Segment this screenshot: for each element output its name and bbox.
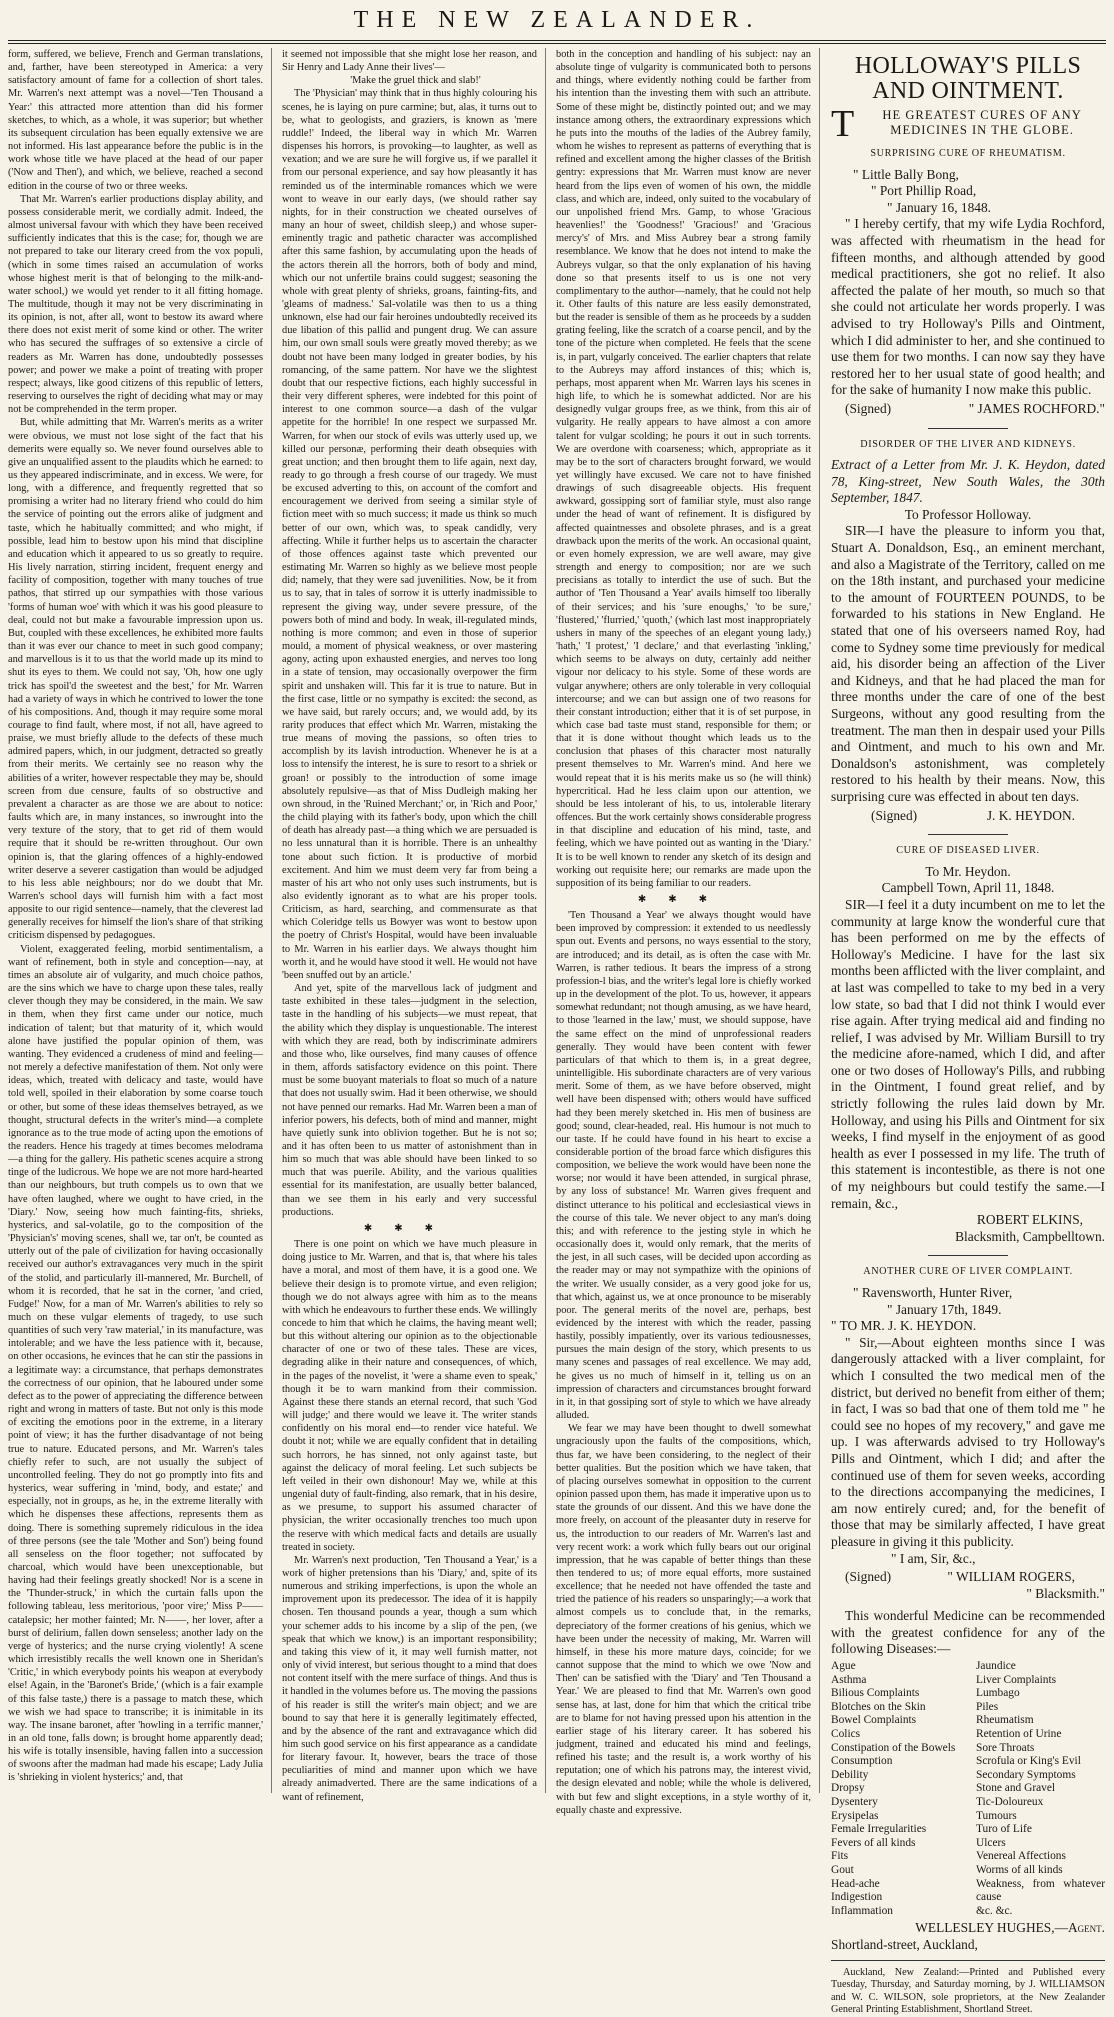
masthead-title: THE NEW ZEALANDER.: [353, 7, 761, 33]
testimonial-body: SIR—I have the pleasure to inform you that, Stuart A. Donaldson, Esq., an eminent merchant, and also a Magistrate of the Territory, called on me on the 18th instant, and purchased your medicine to the amount of FOURTEEN POUNDS, to be forwarded to his stations in New England. He stated that one of his overseers named Roy, had come to Sydney some time previously for medical aid, his disorder being an affection of the Liver and Kidneys, and that he had placed the man for three months under the care of one of the best Surgeons, without any good resulting from the treatment. The man then in despair used your Pills and Ointment, and much to his own and Mr. Donaldson's astonishment, was completely restored to his health by their means. Now, this surprising cure was effected in about ten days.: [831, 523, 1105, 804]
testimonial-body: " I hereby certify, that my wife Lydia Rochford, was affected with rheumatism in the head for fifteen months, and although attended by good medical practitioners, she got no relief. It also affected the palate of her mouth, so much so that she could not articulate her words properly. I was advised to try Holloway's Pills and Ointment, which I did administer to her, and she continued to use them for two months. I can now say they have restored her to her usual state of good health; and for the sake of humanity I now make this public.: [831, 216, 1105, 398]
testimonial-heading: DISORDER OF THE LIVER AND KIDNEYS.: [860, 438, 1076, 450]
ad-subtitle-text: HE GREATEST CURES OF ANY MEDICINES IN THE GLOBE.: [882, 108, 1082, 137]
testimonial-signature: [831, 401, 1105, 418]
signer-name: J. K. HEYDON.: [986, 807, 1075, 823]
recommendation-text: This wonderful Medicine can be recommended with the greatest confidence for any of the following Diseases:—: [831, 1608, 1105, 1657]
testimonial-signature: [831, 808, 1105, 825]
agent-address: Shortland-street, Auckland,: [831, 1936, 978, 1952]
signed-label: (Signed): [871, 807, 918, 823]
disease-item: Secondary Symptoms: [976, 1768, 1076, 1781]
disease-item: Fevers of all kinds: [831, 1836, 916, 1849]
testimonial-heading: ANOTHER CURE OF LIVER COMPLAINT.: [863, 1266, 1073, 1278]
signer-name: " WILLIAM ROGERS,: [947, 1569, 1075, 1585]
article-paragraph: both in the conception and handling of his subject: nay an absolute tinge of vulgarity is communicated both to persons and things, where evidently nothing could be farther from his intention than the investing them with such an attribute. Some of these might be, distinctly pointed out; and we may instance among others, the extraordinary expressions which he puts into the mouths of the ladies of the Aubrey family, whom he wishes to represent as patterns of everything that is refined and excellent among the higher classes of the British gentry: expressions that Mr. Warren must know are never heard from the lips even of women of his own, the middle class, and which are, indeed, only suited to the vocabulary of our unpolished friend Mrs. Gamp, to whose 'Gracious heavenlies!' the 'Goodness!' 'Gracious!' and 'Gracious mercy's' of Mrs. and Miss Aubrey bear a strong family resemblance. We know that he does not intend to make the Aubreys vulgar, so that the only explanation of his having done so that presents itself to us is one not very complimentary to the author—namely, that he could not help it. Other faults of this nature are less easily demonstrated, but the reader is sensible of them as he proceeds by a sudden grating feeling, like the scratch of a coarse pencil, and by the tone of the picture when completed. He feels that the scene is, in part, vulgarly conceived. The earlier chapters that relate to the Aubreys may afford instances of this; which is, perhaps, most apparent when Mr. Warren lays his scenes in high life, to which he is somewhat addicted. Nor are his designedly vulgar groups free, as we think, from this air of vulgarity. He really appears to have almost a con amore talent for vulgar scolding; he pours it out in such torrents. We are overdone with coarseness; which, appropriate as it may be to the sort of characters brought forward, we would yet willingly have excused. We care not to have finished drawings of such disagreeable objects. His frequent awkward, gossipping sort of familiar style, must also range under the head of want of refinement. It is disfigured by affected quaintnesses and obsolete phrases, and is a great drawback upon the merits of the work. An occasional quaint, or even homely expression, we are well aware, may give strength and energy to composition; nor are we such precisians as totally to interdict the use of such. But the author of 'Ten Thousand a Year' avails himself too liberally of their services; and his 'sure enoughs,' 'to be sure,' 'flustered,' 'flurried,' 'quoth,' (which last most inappropriately ushers in many of the speeches of an elegant young lady,) 'hath,' 'I protest,' 'I declare,' and that everlasting 'inkling,' which seems to be always on duty, certainly add neither vigour nor delicacy to his style. Some of these words are vulgar anywhere; others are only tolerable in very colloquial intercourse; and we can but assign one of two reasons for their constant introduction; either that it is of set purpose, in which case bad taste must stand, responsible for them; or that it is done without thought which leads us to the conclusion that phases of this character most naturally present themselves to Mr. Warren's mind. And here we would repeat that it is his merits make us so (he will think) hypercritical. Had he less claim upon our attention, we should be less intolerant of his, to us, intolerable literary offences. But the work certainly shows considerable progress in that discipline and education of his mind, taste, and feeling, which we have pointed out as wanting in the 'Diary.' It is to be well known to render any sketch of its design and working out requisite here; our remarks are made upon the supposition of its being familiar to our readers.: [556, 49, 811, 889]
testimonial-recipient: " TO MR. J. K. HEYDON.: [831, 1318, 977, 1334]
disease-item: Jaundice: [976, 1660, 1016, 1673]
disease-item: Bilious Complaints: [831, 1687, 920, 1700]
signer-trade: " Blacksmith.": [1026, 1585, 1105, 1601]
testimonial-body: SIR—I feel it a duty incumbent on me to let the community at large know the wonderful cure that has been performed on me by the effects of Holloway's Medicine. I have for the last six months been afflicted with the liver complaint, and at last was compelled to take to my bed in a very low state, so bad that I did not think I would ever rise again. After trying medical aid and finding no relief, I was advised by Mr. William Bursill to try the medicine afore-named, which I did, and after one or two doses of Holloway's Pills, and rubbing in the Ointment, I found great relief, and by strictly following the rules laid down by Mr. Holloway, and using his Pills and Ointment for six weeks, I find myself in the enjoyment of as good health as ever I possessed in my life. The truth of this statement is incontestible, as there is not one of my neighbours but could testify the same.—I remain, &c.,: [831, 896, 1105, 1211]
testimonial-heading: SURPRISING CURE OF RHEUMATISM.: [870, 148, 1066, 159]
disease-item: Fits: [831, 1850, 849, 1863]
article-paragraph: Mr. Warren's next production, 'Ten Thousand a Year,' is a work of higher pretensions than his 'Diary,' and, spite of its numerous and striking imperfections, is upon the whole an improvement upon its predecessor. The idea of it is happily chosen. Ten thousand pounds a year, though a sum which your schemer adds to his income by a slip of the pen, (we speak that which we know,) is an important responsibility; and taking this view of it, it may well furnish matter, not only of vivid interest, but serious thought to a mind that does not content itself with the mere surface of things. And thus is it handled in the volumes before us. The moving the passions of his reader is still the writer's main object; and we are bound to say that here it is generally legitimately effected, and by the absence of the rant and extravagance which did him such good service on his first appearance as a candidate for literary favour. It, however, bears the trace of those peculiarities of mind and manner upon which we have already animadverted. There are the same indications of a want of refinement,: [282, 1554, 537, 1803]
section-separator: ✱✱✱: [637, 894, 730, 905]
disease-item: Female Irregularities: [831, 1823, 927, 1836]
disease-item: Ague: [831, 1660, 856, 1673]
disease-item: Colics: [831, 1728, 861, 1741]
disease-item: Worms of all kinds: [976, 1863, 1063, 1876]
testimonial-place-date: Campbell Town, April 11, 1848.: [881, 880, 1055, 896]
article-paragraph: 'Ten Thousand a Year' we always thought would have been improved by compression: it extended to us needlessly spun out. Events and persons, no ways essential to the story, are introduced; and its detail, as is often the case with Mr. Warren, is rather tedious. It bears the impress of a strong profession-l bias, and the writer's legal lore is chiefly worked up in the development of the plot. To us, however, it appears somewhat redundant; not though amusing, as we have heard, to those 'learned in the law,' must, we should suppose, have the same effect on the mind of unprofessional readers generally. They would have been content with fewer particulars of that which to them is, in a great degree, unintelligible. His subordinate characters are of very various merit. Some of them, as we have before observed, might well have been dispensed with; others would have sufficed had they been merely sketched in. His men of business are good; sound, clear-headed, real. His humour is not much to our taste. If he could have found in his heart to excise a considerable portion of the broad farce which disfigures this composition, we believe the work would have been none the worse; nor would it have been attended, in surgical phrase, by any loss of substance! Mr. Warren gives frequent and distinct utterance to his political and ecclesiastical views in the course of this tale. We never object to any man's doing this; and with reference to the jesting style in which he occasionally does it, would only remark, that the merits of the jest, in all such cases, will be decided upon according as the reader may or may not sympathize with the opinions of the writer. We usually consider, as a very good joke for us, that which, against us, we at once pronounce to be miserably poor. The general merits of the novel are, perhaps, best evidenced by the interest with which the reader, passing hastily, possibly impatiently, over its various tediousnesses, pursues the main design of the story, which presents to us many scenes and passages of real excellence. We may add, he gives us no much of himself in it, telling us on an impression of characters and circumstances brought forward in it, in that gossiping sort of style to which we have already alluded.: [556, 910, 811, 1422]
disease-item: Retention of Urine: [976, 1728, 1062, 1741]
agent-name: WELLESLEY HUGHES,—Agent.: [915, 1920, 1105, 1936]
footer-rule: [831, 1960, 1105, 1961]
testimonial-signature: [831, 1569, 1105, 1586]
column-divider: [819, 48, 820, 1793]
disease-item: Blotches on the Skin: [831, 1700, 926, 1713]
signed-label: (Signed): [845, 400, 892, 416]
ad-title: HOLLOWAY'S PILLS AND OINTMENT.: [854, 53, 1082, 104]
article-paragraph: it seemed not impossible that she might lose her reason, and Sir Henry and Lady Anne their lives'—: [282, 49, 537, 74]
disease-item: Debility: [831, 1768, 869, 1781]
testimonial-date: " January 17th, 1849.: [887, 1301, 1002, 1317]
disease-item: Piles: [976, 1700, 999, 1713]
disease-item: Dysentery: [831, 1796, 878, 1808]
diseases-list-left: [831, 1660, 968, 1918]
testimonial-address: " Ravensworth, Hunter River,: [853, 1285, 1013, 1300]
testimonial-heading: CURE OF DISEASED LIVER.: [896, 845, 1040, 857]
signer-trade: Blacksmith, Campbelltown.: [955, 1228, 1105, 1244]
article-paragraph: form, suffered, we believe, French and German translations, and, farther, have been stereotyped in America: a very satisfactory amount of fame for a collection of short tales. Mr. Warren's next attempt was a novel—'Ten Thousand a Year:' this attracted more attention than did his former sketches, to which, as a whole, it was superior; but whether its subsequent circulation has been equally extensive we are not informed. His last appearance before the public is in the work whose title we have placed at the head of our paper ('Now and Then'), and which, we believe, reached a second edition in the course of two or three weeks.: [8, 49, 263, 192]
disease-item: Consumption: [831, 1755, 893, 1768]
diseases-list-right: [968, 1660, 1105, 1918]
disease-item: Constipation of the Bowels: [831, 1741, 956, 1754]
signer-name: ROBERT ELKINS,: [976, 1212, 1083, 1228]
disease-item: Head-ache: [831, 1877, 880, 1890]
testimonial-address: " Little Bally Bong,: [853, 166, 959, 182]
disease-item: Bowel Complaints: [831, 1714, 917, 1727]
diseases-list: [831, 1660, 1105, 1918]
disease-item: Erysipelas: [831, 1809, 879, 1822]
disease-item: Dropsy: [831, 1782, 865, 1795]
divider: [928, 1255, 1008, 1256]
disease-item: Tic-Doloureux: [976, 1796, 1044, 1808]
disease-item: Stone and Gravel: [976, 1782, 1056, 1795]
testimonial-extract: Extract of a Letter from Mr. J. K. Heydon, dated 78, King-street, New South Wales, the 30th September, 1847.: [831, 457, 1105, 506]
disease-item: Tumours: [976, 1809, 1017, 1822]
ad-subtitle: [831, 103, 1105, 145]
article-paragraph: And yet, spite of the marvellous lack of judgment and taste exhibited in these tales—judgment in the selection, taste in the handling of his subjects—we must repeat, that the ability which they display is unquestionable. The interest with which they are read, both by indiscriminate admirers and those who, like ourselves, find many causes of offence in them, affords satisfactory evidence on this point. There must be some buoyant materials to float so much of a nature that does not usually swim. Had it been otherwise, we should not have penned our remarks. Had Mr. Warren been a man of inferior powers, his defects, both of mind and manner, might have quietly sunk into oblivion together. But he is not so; and it has often been to us matter of astonishment than in him so much that was able should have been linked to so much that was puerile. Ability, and the various qualities essential for its manifestation, are usually better balanced, than we see them in his early and very successful productions.: [282, 983, 537, 1218]
signed-label: (Signed): [845, 1569, 892, 1585]
disease-item: Inflammation: [831, 1904, 893, 1917]
testimonial-recipient: To Mr. Heydon.: [925, 863, 1011, 879]
holloway-advertisement: [831, 48, 1105, 2016]
article-column-1: [8, 48, 263, 1788]
testimonial-address: " Port Phillip Road,: [871, 183, 977, 199]
disease-item: Liver Complaints: [976, 1673, 1057, 1686]
article-paragraph: Violent, exaggerated feeling, morbid sentimentalism, a want of refinement, both in style and conception—nay, at times an absolute air of vulgarity, and much choice pathos, are the sins which we have to charge upon these tales, really clever though they may be considered, in the main. We saw in them, when they first came under our notice, much indication of talent; but that maturity of it, which would alone have justified the popular opinion of them, was wanting. They evidenced a crudeness of mind and feeling—not merely a defective manifestation of them. Not only were ideas, which, treated with delicacy and taste, would have told well, spoiled in their elaboration by some coarse touch or other, but some of these ideas themselves betrayed, as we thought, structural defects in the writer's mind—a complete ignorance as to the true mode of acting upon the emotions of the readers. Hence his tragedy at times becomes melodrama—a thing for the gallery. His pathetic scenes acquire a strong tinge of the ludicrous. We hope we are not more hard-hearted than our neighbours, but truth compels us to own that we have often laughed, where we ought to have cried, in the 'Diary.' Now, seeing how much fainting-fits, shrieks, hysterics, and sal-volatile, go to the composition of the 'Physician's' moving scenes, shall we, tar on't, be counted as utterly out of the pale of civilization for having occasionally received our author's extravagances very much in the spirit of the stolid, and particularly ill-mannered, Mr. Burchell, of whom it is recorded, that he sat in the corner, 'and cried, Fudge!' Now, for a man of Mr. Warren's abilities to rely so much on these vulgar elements of tragedy, to use such quantities of such very 'raw material,' in its manufacture, was intolerable; and we have the less patience with it, because, on other occasions, he evinces that he can stir the passions in a legitimate way: a circumstance, that perhaps demonstrates the correctness of our opinion, that he laboured under some defect as to the power of appreciating the difference between right and wrong in matters of taste. But not only is this mode of exciting the emotions poor in the extreme, in a literary point of view; it has the further disadvantage of not being true to nature. Educated persons, and Mr. Warren's tales chiefly refer to such, are not usually the subject of uncontrolled feeling. They do not go promptly into fits and hysterics, wear suffering in 'mind, body, and estate;' and especially, not in groups, as he, in the extreme literally with which he dispenses these affections, represents them as doing. There is something supremely ridiculous in the idea of three persons (see the tale 'Mother and Son') being found all senseless on the floor together; not suffocated by charcoal, which would have been unexceptionable, but having had their feelings greatly shocked! Nor is a scene in the 'Thunder-struck,' in which the curtain falls upon the following tableau, less meritorious, 'poor vire;' Miss P—— catalepsic; her mother fainted; Mr. N——, her lover, after a burst of delirium, fallen down senseless; another lady on the verge of hysterics; and the nurse crying violently! A scene which irresistibly recalls the well known one in Sheridan's 'Critic,' in which everybody points his weapon at everybody else! Again, in the 'Baronet's Bride,' (which is a fair example of this false taste,) there is a passage to match these, which we wish we had space to transcribe; it is inimitable in its way. The insane baronet, after 'howling in a terrific manner,' in an old tone, falls down; is brought home apparently dead; his wife is totally insensible, having fallen into a succession of swoons after the madman had made his escape; Lady Julia is 'shrieking in violent hysterics;' and, that: [8, 943, 263, 1784]
disease-item: Rheumatism: [976, 1714, 1034, 1727]
disease-item: Scrofula or King's Evil: [976, 1755, 1081, 1768]
disease-item: Venereal Affections: [976, 1850, 1066, 1863]
article-paragraph: There is one point on which we have much pleasure in doing justice to Mr. Warren, and that is, that where his tales have a moral, and most of them have, it is a good one. We believe their design is to promote virtue, and even religion; though we do not always agree with him as to the means with which he endeavours to further these ends. We willingly concede to him that which he claims, the having meant well; but this without altering our opinion as to the objectionable character of one or two of these tales. These are vices, degrading alike in their nature and consequences, of which, in the pages of the novelist, it 'were a shame even to speak,' though it be to warn mankind from their commission. Against these there stands an eternal record, that such 'God will judge;' and there would we leave it. The writer stands confidently on his moral end—to render vice hateful. We doubt it not; while we are equally confident that in detailing such horrors, he has sinned, not only against taste, but against the delicacy of moral feeling. Let such subjects be left veiled in their own dishonour! May we, while at this ungenial duty of fault-finding, also remark, that in his desire, as we presume, to support his assumed character of physician, the writer occasionally trenches too much upon the reserve with which medical facts and details are usually treated in society.: [282, 1239, 537, 1553]
masthead-rule: [8, 40, 1106, 41]
printer-imprint: Auckland, New Zealand:—Printed and Published every Tuesday, Thursday, and Saturday morning, by J. WILLIAMSON and W. C. WILSON, sole proprietors, at the New Zealander General Printing Establishment, Shortland Street.: [831, 1966, 1105, 2016]
disease-item: Ulcers: [976, 1836, 1006, 1849]
testimonial-recipient: To Professor Holloway.: [904, 506, 1032, 522]
testimonial-date: " January 16, 1848.: [887, 199, 992, 215]
disease-item: Lumbago: [976, 1687, 1020, 1700]
article-paragraph: That Mr. Warren's earlier productions display ability, and possess considerable merit, we cordially admit. Indeed, the almost universal favour with which they have been received sufficiently indicates that this is the case; for, though we are not prepared to take our literary creed from the vox populi, (which in some times raised an accumulation of works whose highest merit is that of belonging to the milk-and-water school,) we would yet render to it all fitting homage. The multitude, though it may not be very discriminating in its opinion, is not, after all, wont to bestow its award where there does not exist merit of some kind or other. The writer who has secured the suffrages of so extensive a circle of readers as Mr. Warren has done, undoubtedly possesses power; and power we make a point of treating with proper respect; always, like good citizens of this republic of letters, reserving to ourselves the right of deciding what may or may not be comprehended in the term proper.: [8, 193, 263, 416]
section-separator: ✱✱✱: [363, 1222, 456, 1234]
disease-item: Indigestion: [831, 1891, 883, 1904]
column-divider: [545, 48, 546, 1793]
column-divider: [271, 48, 272, 1793]
divider: [928, 834, 1008, 835]
article-column-3: [556, 48, 811, 1816]
disease-item: Asthma: [831, 1673, 867, 1686]
disease-item: Turo of Life: [976, 1823, 1032, 1836]
disease-item: &c. &c.: [976, 1904, 1013, 1917]
article-paragraph: The 'Physician' may think that in thus highly colouring his scenes, he is laying on pure carmine; but, alas, it turns out to be, what to geologists, and graziers, is known as 'mere ruddle!' Indeed, the liberal way in which Mr. Warren dispenses his horrors, is provoking—to laughter, as well as vexation; and we are sure he will forgive us, if we parallel it from our personal experience, and say how pleasantly it has reminded us of the interminable romances which we were wont to weave in our early days, (we should rather say nights, for in their construction we cheated ourselves of many an hour of sweet, childish sleep,) and whose super-eminently tragic and pathetic character was accomplished after this same fashion, by accumulating upon the heads of the actors therein all the horrors, both of body and mind, which our not unfertile brains could suggest; seasoning the whole with great plenty of shrieks, groans, fainting-fits, and 'gleams of madness.' Sal-volatile was then to us a thing unknown, else had our fair heroines undoubtedly received its due libation of this pallid and pungent drug. We can assure him, our own small souls were greatly moved thereby; as we doubt not have been many lodged in greater bodies, by his romancing, of the same pattern. Nor have we the slightest doubt that our respective fictions, each highly successful in their very different spheres, were indebted for this point of interest to one common source—a dash of the vulgar appetite for the horrible! In one respect we surpassed Mr. Warren, for when our stock of evils was utterly used up, we killed our personæ, performing their death obsequies with great unction; and then brought them to life again, next day, ready to go through a fresh course of our tragedy. We must be excused adverting to this, on account of the comfort and encouragement we derived from seeing a similar style of fiction meet with so much success; it made us think so much better of our own, which was, to speak candidly, very affecting. While it further helps us to ascertain the character of those offences against taste which prevented our estimating Mr. Warren so highly as we believe most people did; namely, that they were sad juvenilities. Now, be it from us to say, that in tales of sorrow it is utterly inadmissible to represent the giving way, under severe pressure, of the powers both of mind and body. In weak, ill-regulated minds, nothing is more common; and even in those of superior mould, a moment of physical weakness, or over mastering agony, acting upon exhausted energies, and nerves too long in a state of tension, may occasionally overpower the firm spirit and unshaken will. This far it is true to nature. But in the first case, little or no sympathy is excited: the second, as we have said, but rarely occurs; and, we would add, by its rarity produces that effect which Mr. Warren, mistaking the true means of moving the passions, so often tries to accomplish by its lavish introduction. Whenever he is at a loss to intensify the interest, he is sure to resort to a shriek or groan! or possibly to the introduction of some image absolutely repulsive—as that of Miss Dudleigh making her own shroud, in the 'Ruined Merchant;' or, in 'Rich and Poor,' the child playing with its father's body, upon which the chill of death has already past—a thing which we are persuaded is no less unnatural than it is horrible. There is an unhealthy tone about such fiction. It is productive of morbid excitement. And him we must deem very far from being a master of his art who not only uses such instruments, but is also evidently ignorant as to what are his proper tools. Criticism, as hard, searching, and commensurate as that which Coleridge tells us Bowyer was wont to bestow upon the poetry of Christ's Hospital, would have been invaluable to Mr. Warren in his earlier days. We always thought him worth it, and he would have stood it well. He would not have 'been snuffed out by an article.': [282, 88, 537, 981]
article-paragraph: We fear we may have been thought to dwell somewhat ungraciously upon the faults of the compositions, which, thus far, we have been considering, to the neglect of their better qualities. But the position which we have taken, that of placing ourselves somewhat in opposition to the current opinion passed upon them, has made it imperative upon us to state the grounds of our dissent. And this we have done the more freely, on account of the pleasanter duty in reserve for us, the introduction to our readers of Mr. Warren's last and very recent work: a work which fully bears out our original impression, that he was capable of better things than these then tendered to us; of more equal efforts, more sustained excellence; that he needed not have offended the taste and tried the patience of his readers so unsparingly;—a work that almost compels us to conclude that, in the remarks, depreciatory of the former creations of his genius, which we have been under the necessity of making, Mr. Warren will himself, in these his more mature days, coincide; for we cannot suppose that the mind to which we owe 'Now and Then' can be satisfied with the 'Diary' and 'Ten Thousand a Year.' We are pleased to find that Mr. Warren's own good sense has, at last, done for him that which the critical tribe are to blame for not having pressed upon his attention in the earlier stage of his literary career. It has sobered his judgment, trained and educated his mind and feelings, refined his taste; and the result is, a work worthy of his reputation; one of which his patrons may, the interest vivid, the design elevated and noble; while the whole is delivered, with but few and slight exceptions, in a style worthy of it, equally chaste and expressive.: [556, 1423, 811, 1816]
article-paragraph: But, while admitting that Mr. Warren's merits as a writer were obvious, we must not lose sight of the fact that his demerits were equally so. We never found ourselves able to give an unqualified assent to the plaudits which he earned: to us they appeared indiscriminate, and in excess. We were, for long, with a difference, and frequently regretted that so promising a writer had no literary friend who could do him the service of pointing out the errors alike of judgment and taste, which he habitually committed; and who might, if possible, lead him to bestow upon his mind that discipline and education which it appeared to us so greatly to require. His lively narration, stirring incident, frequent energy and facility of composition, together with many touches of true pathos, that stirred up our sympathies with those various 'forms of human woe' with which it was his good pleasure to deal, could not but make a favourable impression upon us. But, coupled with these excellences, he exhibited more faults than it was ever our chance to meet in such good company; and marvellous is it to us that the world made up its mind to shut its eyes to them. We could not say, 'Oh, how one ugly trick has spoil'd the sweetest and the best,' for Mr. Warren had a variety of ways in which he contrived to lower the tone of his compositions. And, though it may require some moral courage to find fault, where most, if not all, have agreed to praise, we must briefly allude to the defects of these much admired papers, which, in our judgment, detracted so greatly from their merits. We certainly see no reason why the abilities of a writer, however respectable they may be, should screen from due censure, faults of so obstructive and prevalent a character as are those we are about to notice: faults which are, in many instances, so inwrought into the very texture of the story, that to get rid of them would require that it should be re-written throughout. Our own opinion is, that the glaring offences of a highly-endowed writer deserve a severer castigation than would be adjudged to his less able neighbours; nor do we doubt that Mr. Warren's school days will furnish him with a fact most apposite to our rigid sentence—namely, that the cleverest lad generally receives for himself the lion's share of that striking criticism dispensed by pedagogues.: [8, 417, 263, 942]
disease-item: Gout: [831, 1863, 854, 1876]
divider: [928, 428, 1008, 429]
disease-item: Sore Throats: [976, 1741, 1035, 1754]
ad-dropcap: T: [831, 103, 856, 145]
testimonial-body: " Sir,—About eighteen months since I was dangerously attacked with a liver complaint, for which I consulted the two medical men of the district, but derived no benefit from either of them; in fact, I was so bad that one of them told me " he could see no hopes of my recovery," and gave me up. I was afterwards advised to try Holloway's Pills and Ointment, which I did; and after the continued use of them for seven weeks, according to the directions accompanying the medicines, I am now entirely cured; and, for the benefit of those that may be similarly affected, I have great pleasure in giving it this publicity.: [831, 1334, 1105, 1549]
disease-item: Weakness, from whatever cause: [976, 1877, 1105, 1904]
masthead-rule: [8, 43, 1106, 44]
testimonial-closing: " I am, Sir, &c.,: [891, 1550, 976, 1566]
signer-name: " JAMES ROCHFORD.": [968, 400, 1105, 416]
article-column-2: [282, 48, 537, 1803]
article-quote: 'Make the gruel thick and slab!': [350, 75, 481, 87]
